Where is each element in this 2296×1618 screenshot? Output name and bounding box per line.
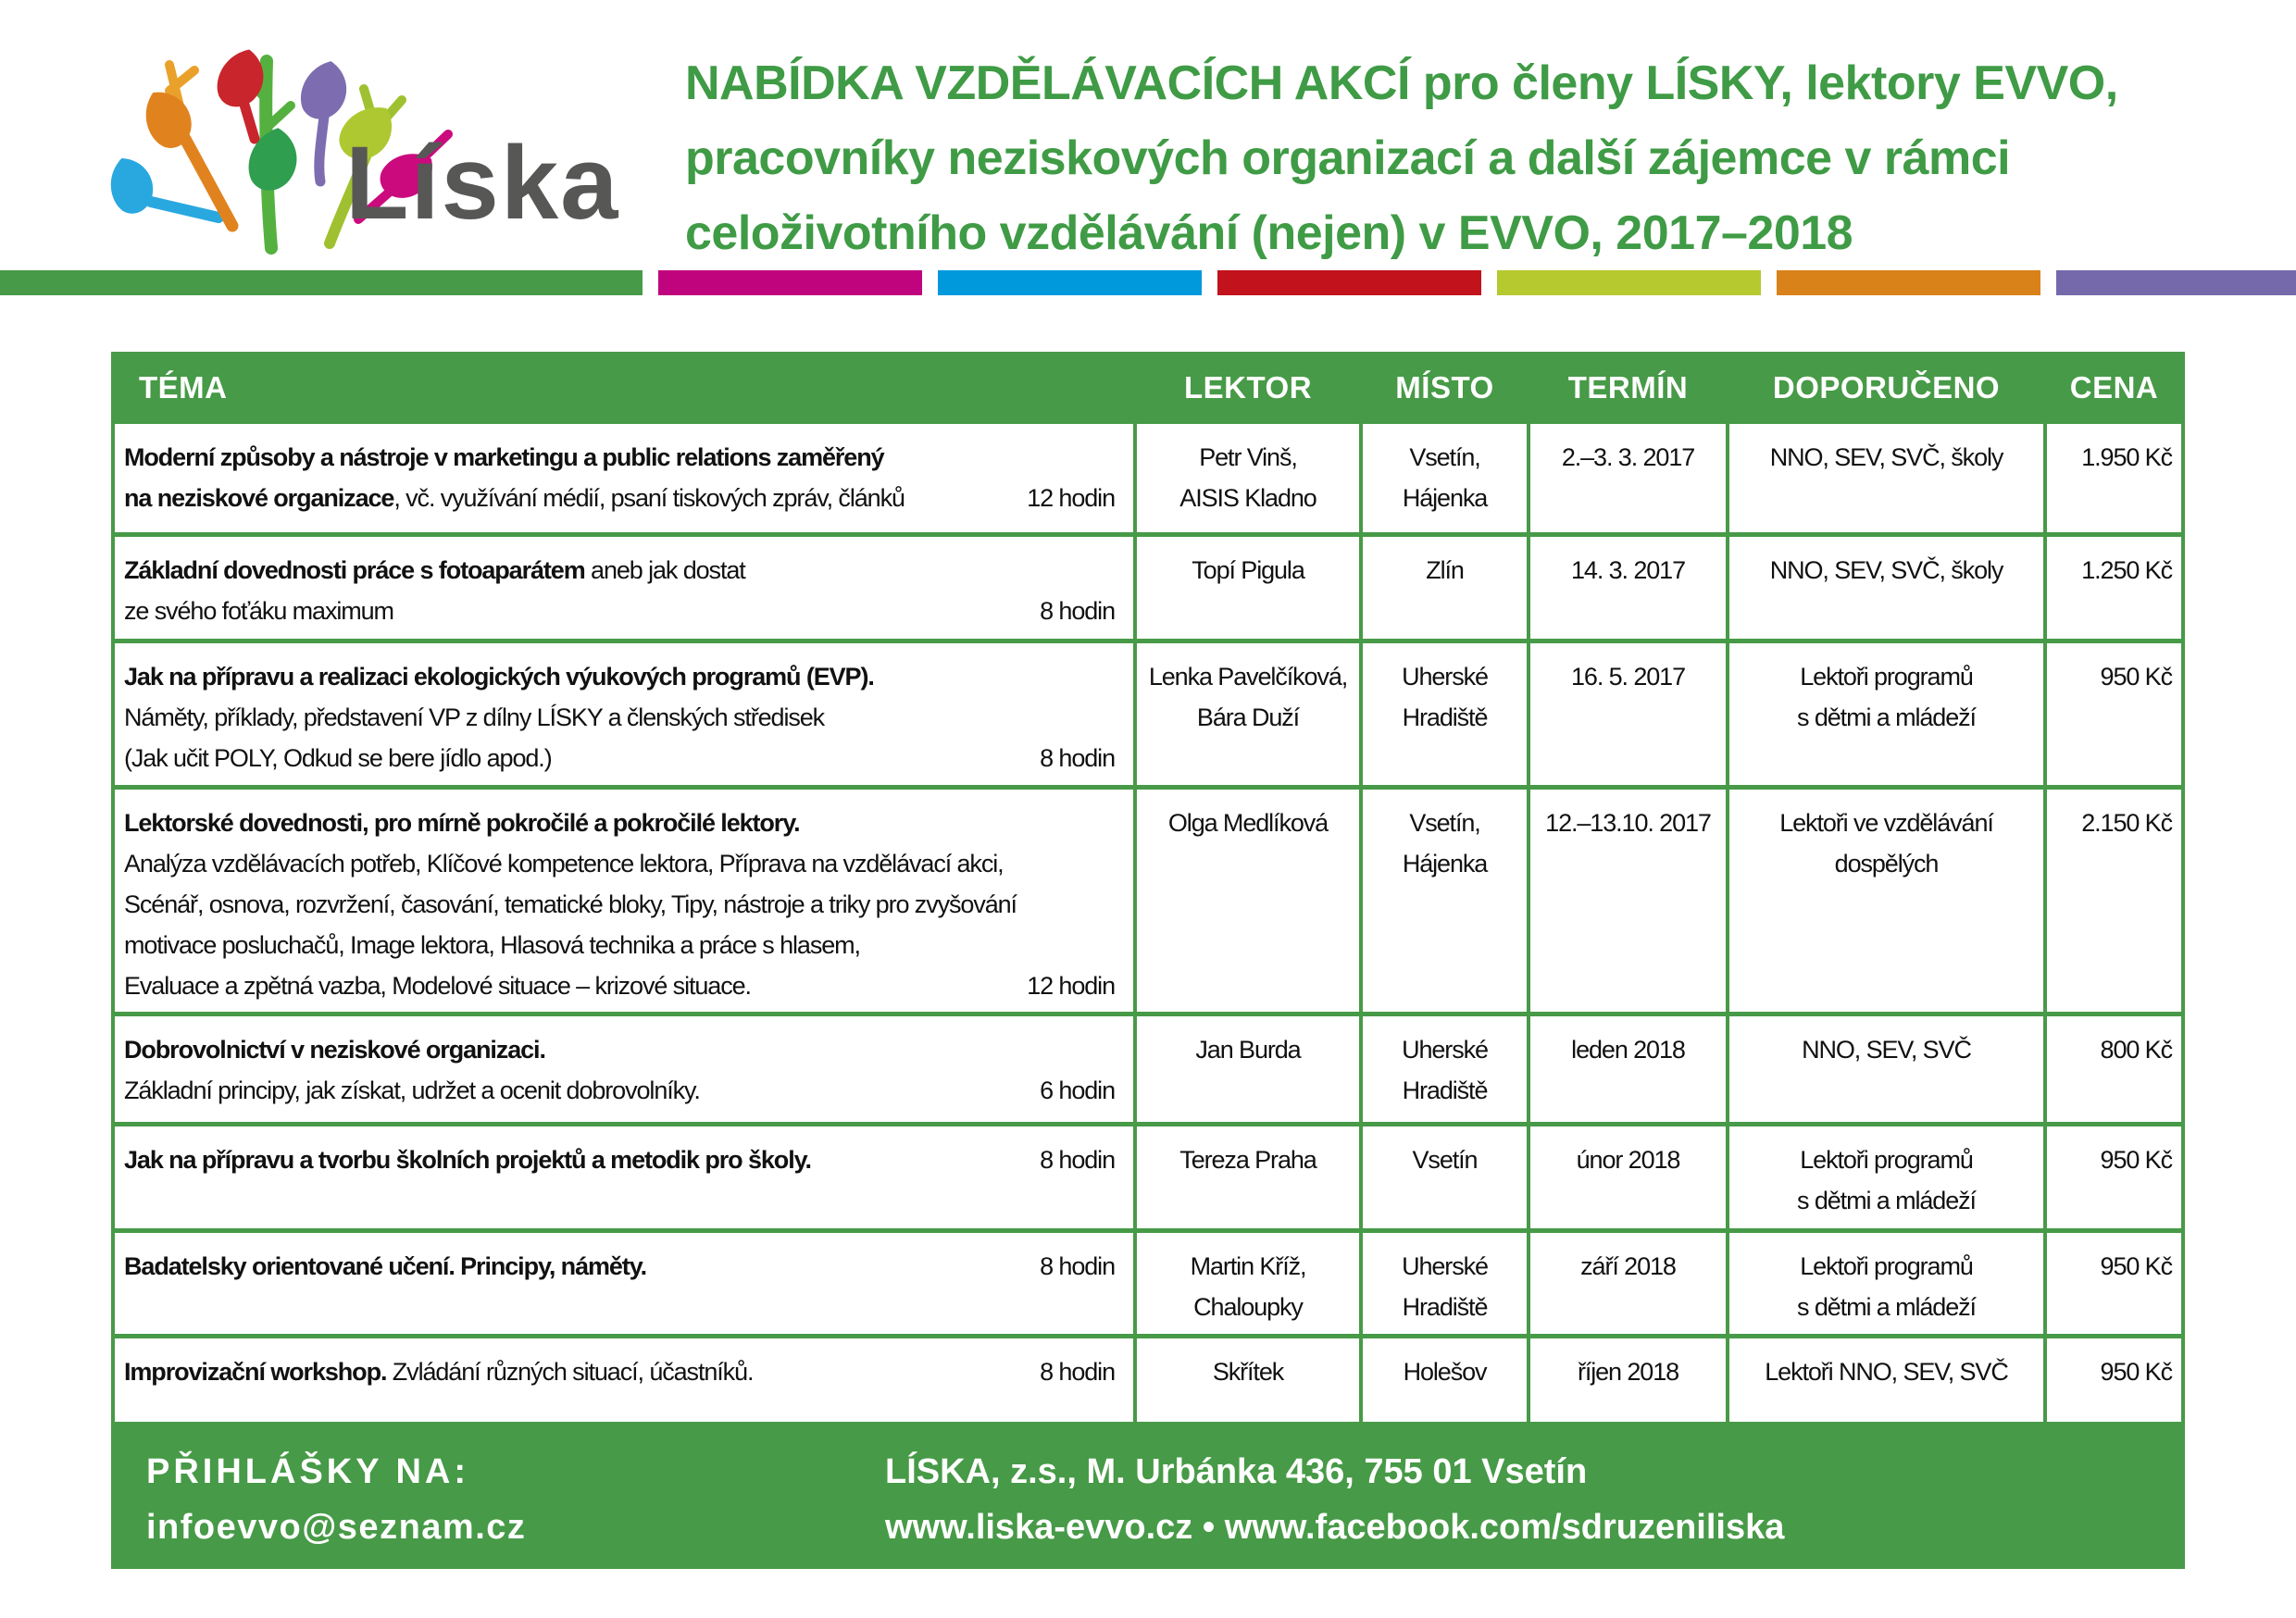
lecturer-cell: Petr Vinš, AISIS Kladno [1137, 424, 1359, 532]
date-cell: září 2018 [1530, 1233, 1726, 1334]
place-cell: Vsetín [1363, 1126, 1527, 1228]
page-title [685, 46, 2259, 271]
place-cell: Zlín [1363, 537, 1527, 638]
price-cell: 950 Kč [2047, 1233, 2181, 1334]
date-cell: 16. 5. 2017 [1530, 643, 1726, 785]
table-row [115, 537, 2181, 638]
title-line-1: NABÍDKA VZDĚLÁVACÍCH AKCÍ pro členy LÍSKY, lektory EVVO, [685, 56, 2118, 110]
lecturer-cell: Martin Kříž, Chaloupky [1137, 1233, 1359, 1334]
table-row [115, 790, 2181, 1012]
duration: 12 hodin [1027, 971, 1115, 1000]
place-cell: Vsetín, Hájenka [1363, 790, 1527, 1012]
duration: 8 hodin [1040, 597, 1115, 626]
lecturer-cell: Tereza Praha [1137, 1126, 1359, 1228]
topic-cell: Improvizační workshop. Zvládání různých situací, účastníků. 8 hodin [115, 1338, 1133, 1422]
price-cell: 950 Kč [2047, 1338, 2181, 1422]
website-links[interactable]: www.liska-evvo.cz • www.facebook.com/sdruzeniliska [885, 1508, 1785, 1547]
place-cell: Uherské Hradiště [1363, 1233, 1527, 1334]
column-header-doporuceno: DOPORUČENO [1772, 369, 2001, 404]
events-table [111, 352, 2185, 1425]
recommended-cell: Lektoři programů s dětmi a mládeží [1729, 643, 2043, 785]
column-header-misto: MÍSTO [1395, 369, 1494, 404]
recommended-cell: Lektoři ve vzdělávání dospělých [1729, 790, 2043, 1012]
duration: 8 hodin [1040, 1145, 1115, 1174]
lecturer-cell: Jan Burda [1137, 1016, 1359, 1122]
lecturer-cell: Lenka Pavelčíková, Bára Duží [1137, 643, 1359, 785]
price-cell: 950 Kč [2047, 643, 2181, 785]
place-cell: Vsetín, Hájenka [1363, 424, 1527, 532]
topic-cell: Badatelsky orientované učení. Principy, náměty. 8 hodin [115, 1233, 1133, 1334]
stripe-segment-blue [938, 270, 1202, 295]
date-cell: říjen 2018 [1530, 1338, 1726, 1422]
table-row [115, 424, 2181, 532]
date-cell: 2.–3. 3. 2017 [1530, 424, 1726, 532]
color-stripe [0, 270, 2296, 295]
lecturer-cell: Olga Medlíková [1137, 790, 1359, 1012]
liska-logo [81, 26, 730, 259]
liska-logo-icon [81, 26, 730, 259]
place-cell: Uherské Hradiště [1363, 643, 1527, 785]
stripe-segment-green [0, 270, 643, 295]
topic-cell: Dobrovolnictví v neziskové organizaci. Základní principy, jak získat, udržet a ocenit dobrovolníky. 6 hodin [115, 1016, 1133, 1122]
recommended-cell: Lektoři programů s dětmi a mládeží [1729, 1126, 2043, 1228]
footer-bar [111, 1425, 2185, 1569]
column-header-lektor: LEKTOR [1183, 369, 1313, 404]
stripe-segment-lime [1497, 270, 1761, 295]
recommended-cell: NNO, SEV, SVČ, školy [1729, 537, 2043, 638]
brand-name: Líska [345, 125, 620, 241]
recommended-cell: NNO, SEV, SVČ, školy [1729, 424, 2043, 532]
duration: 6 hodin [1040, 1076, 1115, 1104]
stripe-segment-orange [1777, 270, 2040, 295]
topic-cell: Lektorské dovednosti, pro mírně pokročilé a pokročilé lektory. Analýza vzdělávacích potřeb, Klíčové kompetence lektora, Příprava na vzdělávací akci, Scénář, osnova, rozvržení, časování, tematické bloky, Tipy, nástroje a triky pro zvyšování motivace posluchačů, Image lektora, Hlasová technika a práce s hlasem, Evaluace a zpětná vazba, Modelové situace – krizové situace. 12 hodin [115, 790, 1133, 1012]
table-row [115, 1016, 2181, 1122]
recommended-cell: NNO, SEV, SVČ [1729, 1016, 2043, 1122]
table-row [115, 1126, 2181, 1228]
title-line-3: celoživotního vzdělávání (nejen) v EVVO, 2017–2018 [685, 206, 1853, 260]
duration: 8 hodin [1040, 1251, 1115, 1280]
table-row [115, 1338, 2181, 1422]
price-cell: 800 Kč [2047, 1016, 2181, 1122]
stripe-segment-purple [2056, 270, 2296, 295]
duration: 8 hodin [1040, 743, 1115, 772]
table-row [115, 1233, 2181, 1334]
place-cell: Uherské Hradiště [1363, 1016, 1527, 1122]
topic-cell: Jak na přípravu a realizaci ekologických výukových programů (EVP). Náměty, příklady, představení VP z dílny LÍSKY a členských středisek (Jak učit POLY, Odkud se bere jídlo apod.) 8 hodin [115, 643, 1133, 785]
date-cell: 12.–13.10. 2017 [1530, 790, 1726, 1012]
column-header-tema: TÉMA [139, 369, 228, 404]
stripe-segment-magenta [658, 270, 922, 295]
address: LÍSKA, z.s., M. Urbánka 436, 755 01 Vsetín [885, 1452, 1588, 1491]
duration: 8 hodin [1040, 1358, 1115, 1386]
title-line-2: pracovníky neziskových organizací a další zájemce v rámci [685, 131, 2011, 185]
table-header-row [115, 355, 2181, 419]
topic-cell: Základní dovednosti práce s fotoaparátem aneb jak dostat ze svého foťáku maximum 8 hodin [115, 537, 1133, 638]
recommended-cell: Lektoři programů s dětmi a mládeží [1729, 1233, 2043, 1334]
column-header-cena: CENA [2069, 369, 2159, 404]
price-cell: 1.250 Kč [2047, 537, 2181, 638]
email-link[interactable]: infoevvo@seznam.cz [146, 1508, 527, 1547]
place-cell: Holešov [1363, 1338, 1527, 1422]
price-cell: 2.150 Kč [2047, 790, 2181, 1012]
duration: 12 hodin [1027, 484, 1115, 513]
column-header-termin: TERMÍN [1567, 369, 1689, 404]
date-cell: únor 2018 [1530, 1126, 1726, 1228]
price-cell: 1.950 Kč [2047, 424, 2181, 532]
price-cell: 950 Kč [2047, 1126, 2181, 1228]
stripe-segment-red [1217, 270, 1481, 295]
date-cell: 14. 3. 2017 [1530, 537, 1726, 638]
lecturer-cell: Skřítek [1137, 1338, 1359, 1422]
lecturer-cell: Topí Pigula [1137, 537, 1359, 638]
date-cell: leden 2018 [1530, 1016, 1726, 1122]
topic-cell: Jak na přípravu a tvorbu školních projektů a metodik pro školy. 8 hodin [115, 1126, 1133, 1228]
recommended-cell: Lektoři NNO, SEV, SVČ [1729, 1338, 2043, 1422]
applications-label: PŘIHLÁŠKY NA: [146, 1452, 469, 1491]
table-row [115, 643, 2181, 785]
topic-cell: Moderní způsoby a nástroje v marketingu a public relations zaměřený na neziskové organizace, vč. využívání médií, psaní tiskových zpráv, článků 12 hodin [115, 424, 1133, 532]
